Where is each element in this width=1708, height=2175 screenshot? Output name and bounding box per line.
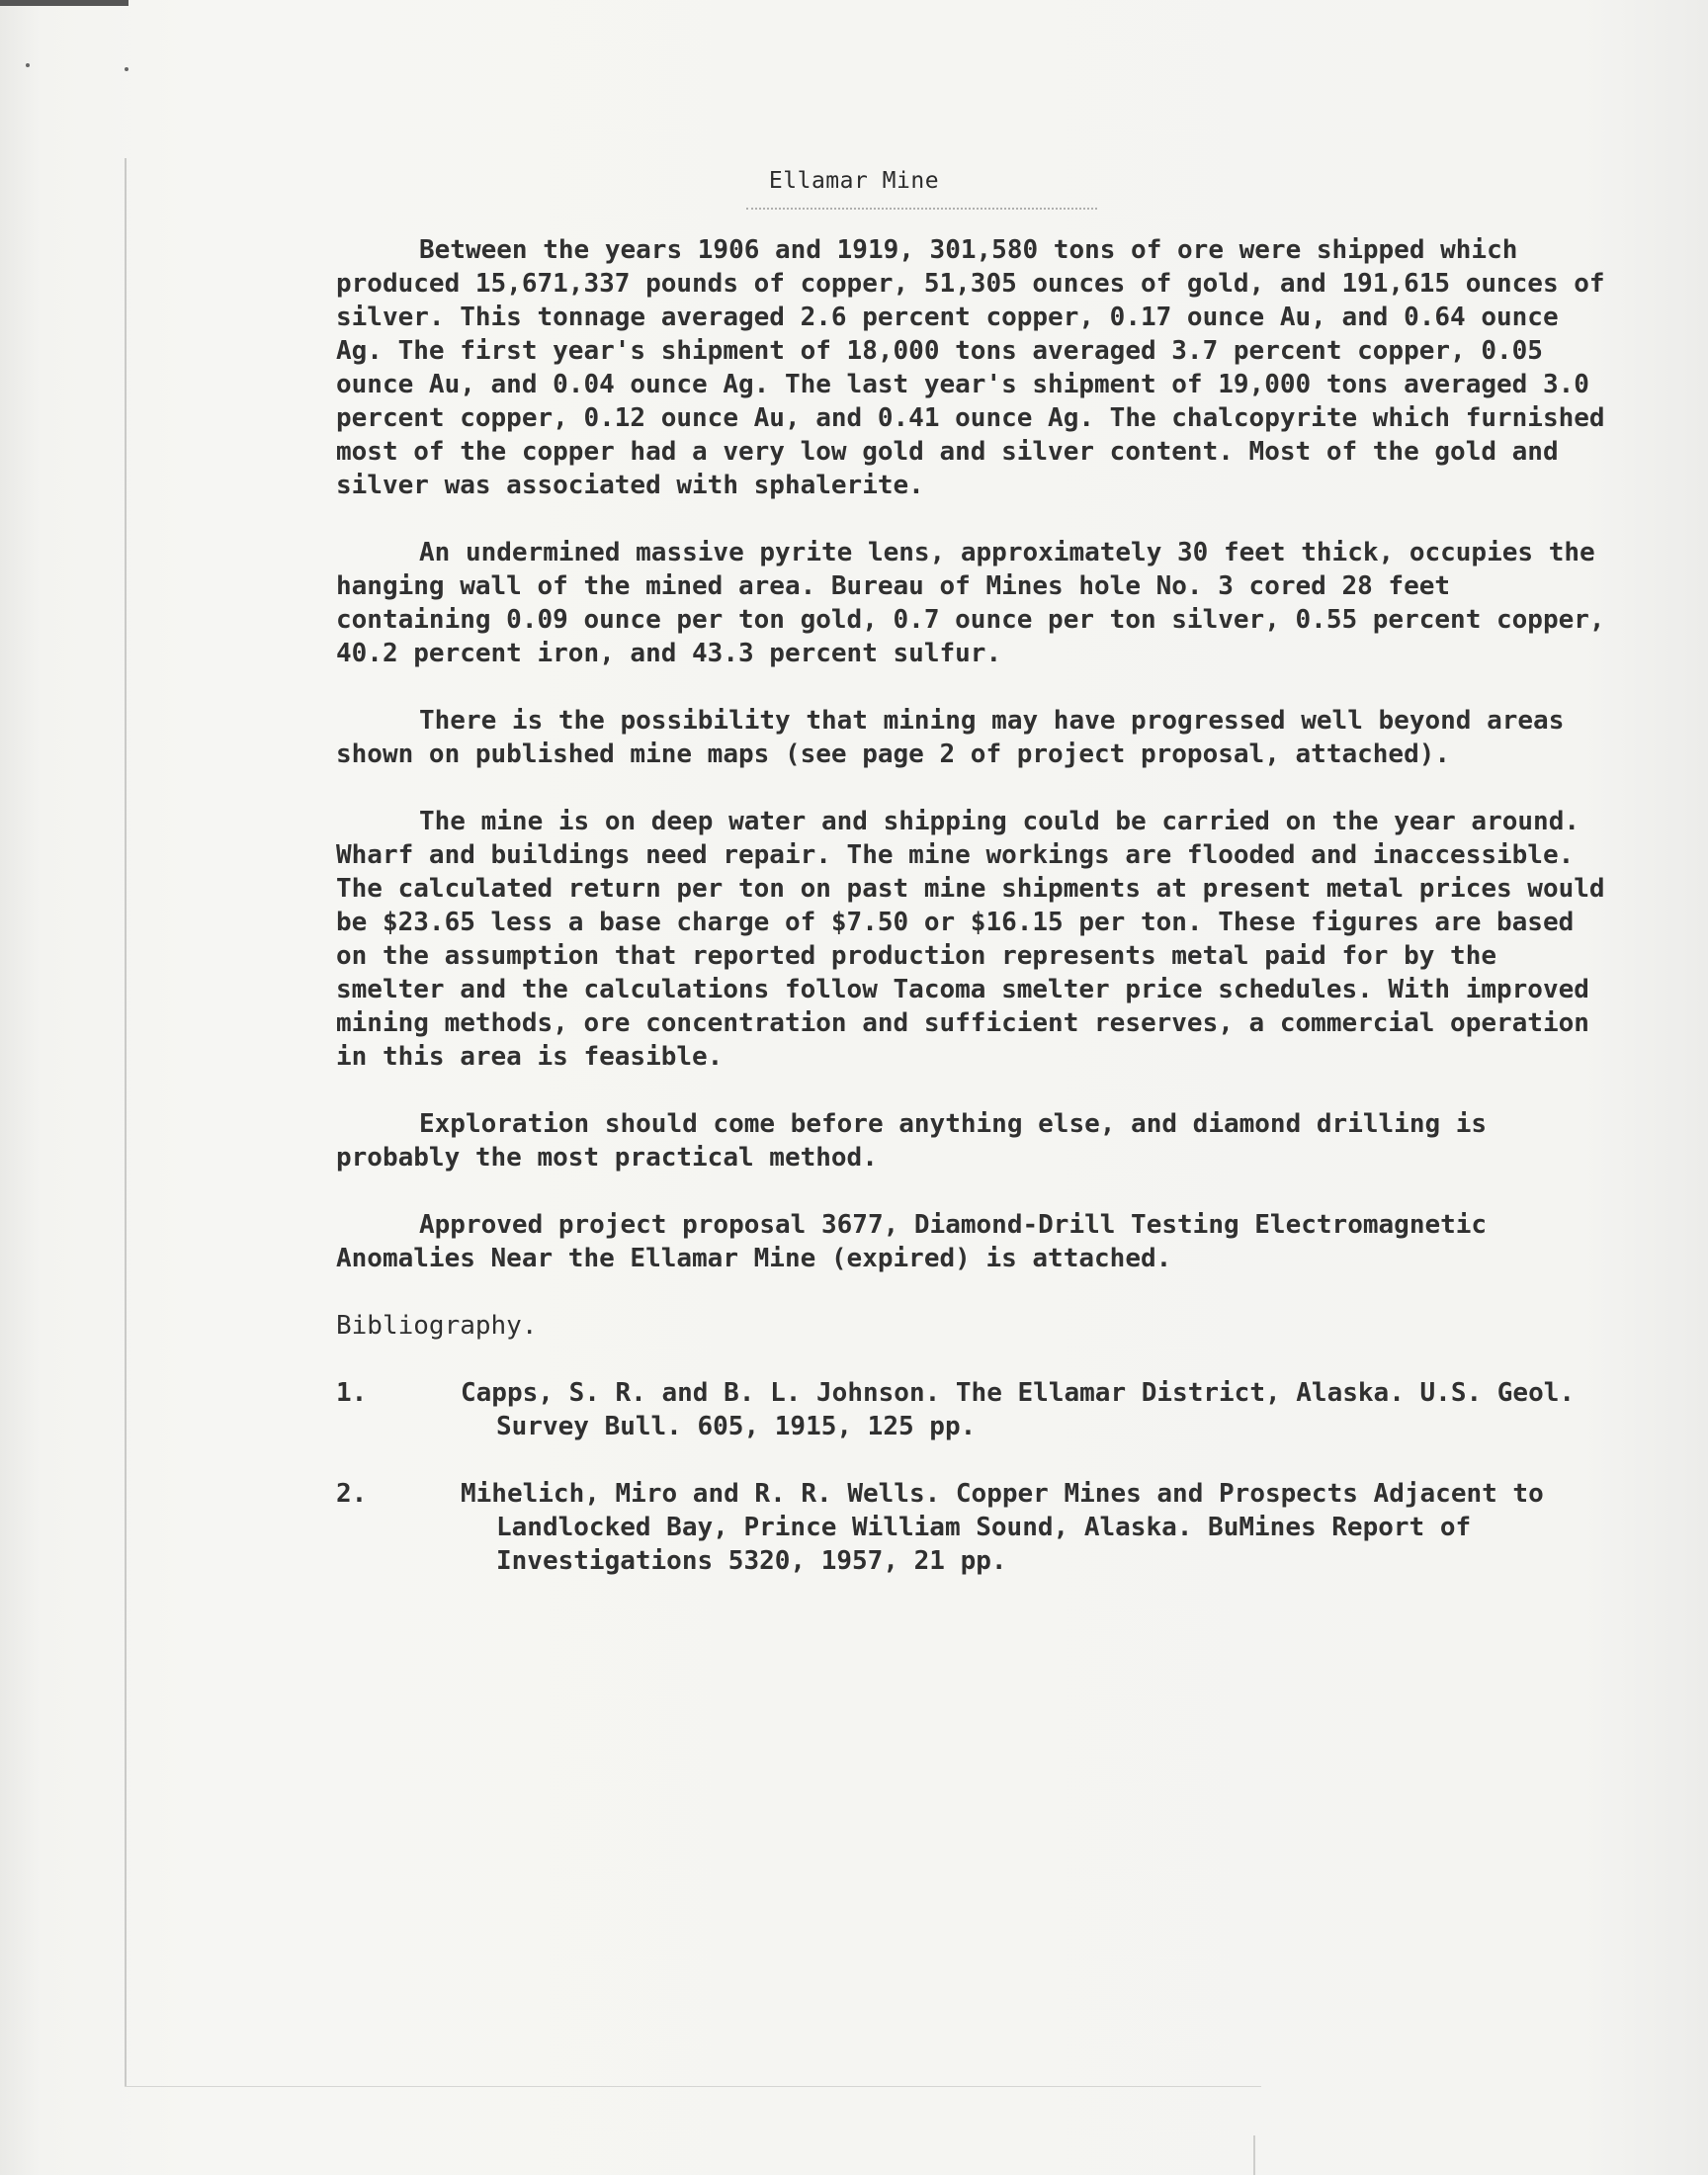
paragraph-exploration: Exploration should come before anything else, and diamond drilling is probably the most practical method.: [336, 1109, 1488, 1173]
bibliography-text: Capps, S. R. and B. L. Johnson. The Ellamar District, Alaska. U.S. Geol. Survey Bull. 605, 1915, 125 pp.: [461, 1378, 1576, 1441]
page-fold-mark: [1253, 2135, 1269, 2175]
scan-speck: [125, 67, 128, 71]
bibliography-entry: [336, 1477, 1611, 1578]
page-title: Ellamar Mine: [768, 168, 940, 194]
document-body: [336, 233, 1611, 1611]
left-margin-rule: [125, 158, 127, 2086]
paragraph-shipping-economics: The mine is on deep water and shipping could be carried on the year around. Wharf and buildings need repair. The mine workings are flooded and inaccessible. The calculated return per ton on past mine shipments at present metal prices would be $23.65 less a base charge of $7.50 or $16.15 per ton. These figures are based on the assumption that reported production represents metal paid for by the smelter and the calculations follow Tacoma smelter price schedules. With improved mining methods, ore concentration and sufficient reserves, a commercial operation in this area is feasible.: [336, 807, 1605, 1072]
scan-speck: [26, 63, 30, 67]
paragraph-production: Between the years 1906 and 1919, 301,580 tons of ore were shipped which produced 15,671,337 pounds of copper, 51,305 ounces of gold, and 191,615 ounces of silver. This tonnage averaged 2.6 percent copper, 0.17 ounce Au, and 0.64 ounce Ag. The first year's shipment of 18,000 tons averaged 3.7 percent copper, 0.05 ounce Au, and 0.04 ounce Ag. The last year's shipment of 19,000 tons averaged 3.0 percent copper, 0.12 ounce Au, and 0.41 ounce Ag. The chalcopyrite which furnished most of the copper had a very low gold and silver content. Most of the gold and silver was associated with sphalerite.: [336, 235, 1605, 500]
bibliography-text: Mihelich, Miro and R. R. Wells. Copper Mines and Prospects Adjacent to Landlocked Bay, Prince William Sound, Alaska. BuMines Report of Investigations 5320, 1957, 21 pp.: [461, 1479, 1544, 1576]
bottom-margin-rule: [125, 2086, 1261, 2087]
bibliography-heading: Bibliography.: [336, 1311, 538, 1341]
paragraph-mining-extent: There is the possibility that mining may have progressed well beyond areas shown on published mine maps (see page 2 of project proposal, attached).: [336, 706, 1565, 769]
scan-edge-mark: [0, 0, 128, 6]
bibliography-entry: [336, 1376, 1611, 1443]
bibliography-number: 2.: [336, 1479, 368, 1509]
paragraph-pyrite-lens: An undermined massive pyrite lens, approximately 30 feet thick, occupies the hanging wall of the mined area. Bureau of Mines hole No. 3 cored 28 feet containing 0.09 ounce per ton gold, 0.7 ounce per ton silver, 0.55 percent copper, 40.2 percent iron, and 43.3 percent sulfur.: [336, 538, 1605, 668]
paragraph-project-proposal: Approved project proposal 3677, Diamond-Drill Testing Electromagnetic Anomalies Near the Ellamar Mine (expired) is attached.: [336, 1210, 1488, 1273]
bibliography-number: 1.: [336, 1378, 368, 1408]
title-underline: [746, 208, 1097, 210]
